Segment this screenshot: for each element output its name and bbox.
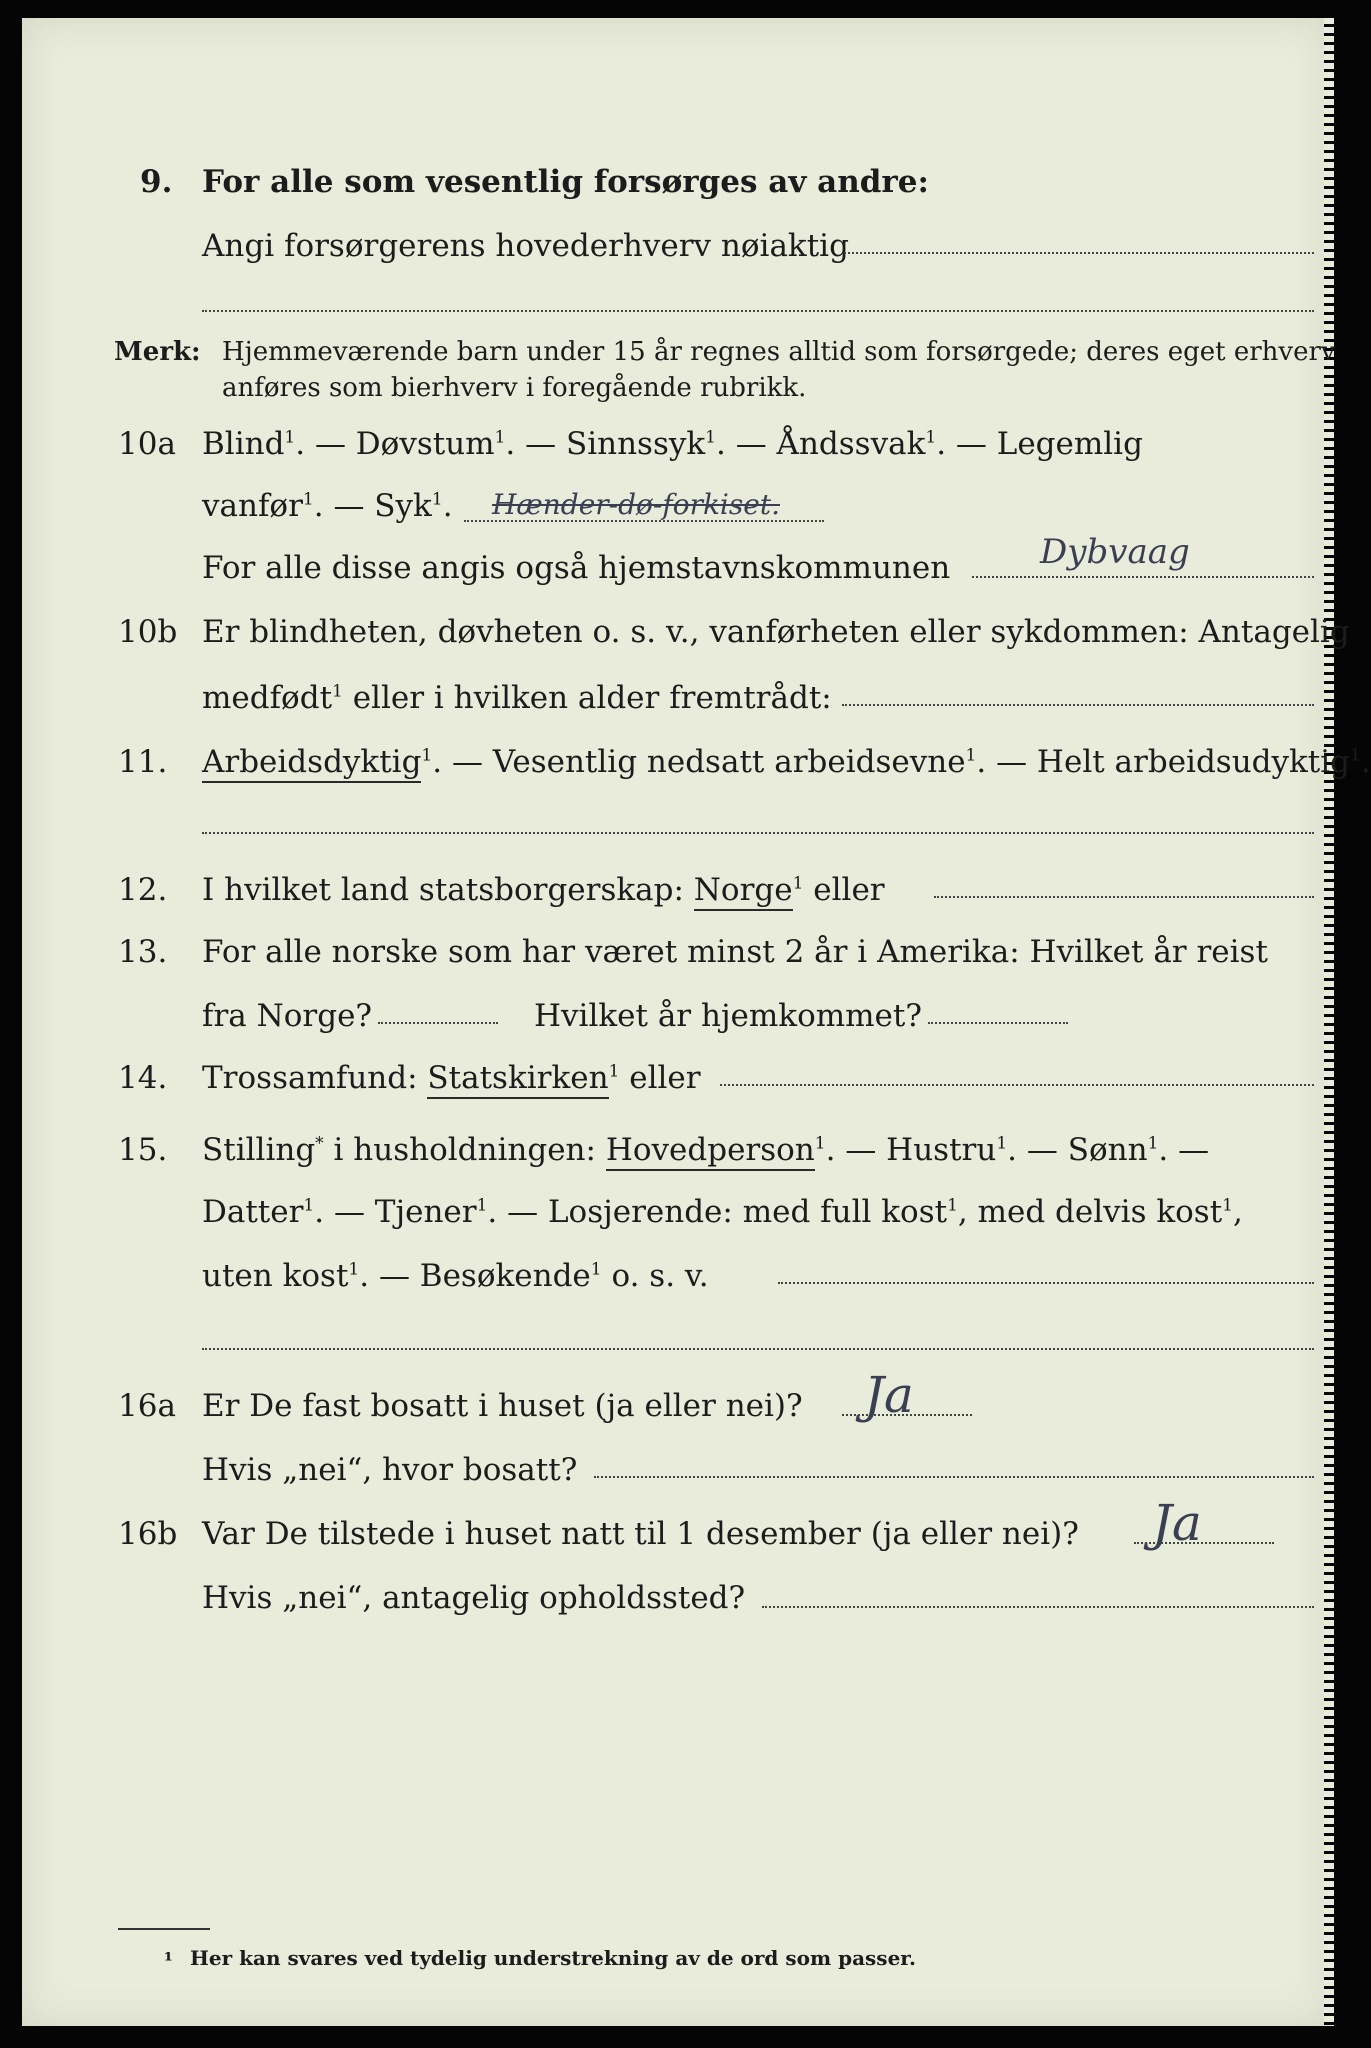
q15-line1: Stilling* i husholdningen: Hovedperson$^1$. — Hustru$^1$. — Sønn$^1$. — xyxy=(202,1130,1209,1170)
hjemkommet-year-field[interactable] xyxy=(928,1020,1068,1024)
q9-answer-field[interactable] xyxy=(844,250,1314,254)
merk-line2: anføres som bierhverv i foregående rubrikk. xyxy=(222,373,807,403)
q13-line1: For alle norske som har været minst 2 år i Amerika: Hvilket år reist xyxy=(202,934,1268,970)
q16a-number: 16a xyxy=(118,1388,176,1424)
uten-kost-option[interactable]: uten kost xyxy=(202,1258,349,1294)
q15-answer-field-2[interactable] xyxy=(202,1346,1314,1350)
q12-number: 12. xyxy=(118,872,168,908)
form-page xyxy=(22,18,1371,2026)
footnote-rule xyxy=(118,1928,210,1930)
q10b-answer-field[interactable] xyxy=(842,702,1314,706)
q10a-line1: Blind$^1$. — Døvstum$^1$. — Sinnssyk$^1$. — Åndssvak$^1$. — Legemlig xyxy=(202,426,1143,462)
q11-line: Arbeidsdyktig$^1$. — Vesentlig nedsatt arbeidsevne$^1$. — Helt arbeidsudyktig$^1$. xyxy=(202,742,1371,782)
medfodt-option[interactable]: medfødt xyxy=(202,680,333,716)
q16a-line2: Hvis „nei“, hvor bosatt? xyxy=(202,1452,578,1488)
sinnssyk-option[interactable]: . — Sinnssyk xyxy=(505,426,706,462)
q15-answer-field[interactable] xyxy=(778,1280,1314,1284)
datter-option[interactable]: Datter xyxy=(202,1194,304,1230)
hovedperson-option[interactable]: Hovedperson xyxy=(606,1132,815,1171)
andssvak-option[interactable]: . — Åndssvak xyxy=(716,426,926,462)
q14-answer-field[interactable] xyxy=(720,1082,1314,1086)
norge-option[interactable]: Norge xyxy=(694,872,793,911)
q15-number: 15. xyxy=(118,1132,168,1168)
q16a-handwriting: Ja xyxy=(864,1366,914,1424)
reist-year-field[interactable] xyxy=(378,1020,498,1024)
q12-answer-field[interactable] xyxy=(934,894,1314,898)
opholdssted-answer-field[interactable] xyxy=(762,1604,1314,1608)
full-kost-option[interactable]: . — Losjerende: med full kost xyxy=(487,1194,948,1230)
q16b-number: 16b xyxy=(118,1516,178,1552)
kommune-handwriting: Dybvaag xyxy=(1040,532,1190,572)
q13-number: 13. xyxy=(118,934,168,970)
q15-line3: uten kost$^1$. — Besøkende$^1$ o. s. v. xyxy=(202,1258,709,1294)
q14-line: Trossamfund: Statskirken$^1$ eller xyxy=(202,1058,701,1098)
q14-number: 14. xyxy=(118,1060,168,1096)
q10a-line3: For alle disse angis også hjemstavnskommunen xyxy=(202,550,951,586)
udyktig-option[interactable]: . — Helt arbeidsudyktig xyxy=(976,744,1351,780)
footnote-text: Her kan svares ved tydelig understrekning av de ord som passer. xyxy=(190,1946,916,1970)
q9-line1: For alle som vesentlig forsørges av andre: xyxy=(202,164,929,200)
q9-answer-field-2[interactable] xyxy=(202,308,1314,312)
q13-line2a: fra Norge? xyxy=(202,998,373,1034)
q16a-line1: Er De fast bosatt i huset (ja eller nei)? xyxy=(202,1388,803,1424)
q9-number: 9. xyxy=(140,164,173,200)
q16b-handwriting: Ja xyxy=(1152,1494,1202,1552)
legemlig-option[interactable]: . — Legemlig xyxy=(936,426,1143,462)
besokende-option[interactable]: . — Besøkende xyxy=(359,1258,591,1294)
q15-line2: Datter$^1$. — Tjener$^1$. — Losjerende: med full kost$^1$, med delvis kost$^1$, xyxy=(202,1194,1243,1230)
q10b-line1: Er blindheten, døvheten o. s. v., vanførheten eller sykdommen: Antagelig xyxy=(202,614,1350,650)
hustru-option[interactable]: . — Hustru xyxy=(825,1132,997,1168)
q16b-line1: Var De tilstede i huset natt til 1 desember (ja eller nei)? xyxy=(202,1516,1079,1552)
q10a-number: 10a xyxy=(118,426,176,462)
sonn-option[interactable]: . — Sønn xyxy=(1007,1132,1148,1168)
q13-line2b: Hvilket år hjemkommet? xyxy=(534,998,922,1034)
dovstum-option[interactable]: . — Døvstum xyxy=(295,426,495,462)
q11-answer-field[interactable] xyxy=(202,830,1314,834)
q10b-line2: medfødt$^1$ eller i hvilken alder fremtrådt: xyxy=(202,680,832,716)
nedsatt-option[interactable]: . — Vesentlig nedsatt arbeidsevne xyxy=(432,744,966,780)
merk-label: Merk: xyxy=(114,337,201,367)
delvis-kost-option[interactable]: , med delvis kost xyxy=(957,1194,1223,1230)
perforated-edge xyxy=(1324,18,1334,2026)
q10a-line2: vanfør$^1$. — Syk$^1$. xyxy=(202,488,453,524)
q11-number: 11. xyxy=(118,744,168,780)
blind-option[interactable]: Blind xyxy=(202,426,285,462)
syk-option[interactable]: . — Syk xyxy=(313,488,432,524)
arbeidsdyktig-option[interactable]: Arbeidsdyktig xyxy=(202,744,421,783)
q10b-number: 10b xyxy=(118,614,178,650)
q16b-line2: Hvis „nei“, antagelig opholdssted? xyxy=(202,1580,746,1616)
q12-line: I hvilket land statsborgerskap: Norge$^1$ eller xyxy=(202,870,885,910)
syk-handwriting: Hænder-dø-forkiset. xyxy=(492,488,780,521)
statskirken-option[interactable]: Statskirken xyxy=(427,1060,608,1099)
q9-line2: Angi forsørgerens hovederhverv nøiaktig xyxy=(202,228,849,264)
vanfor-option[interactable]: vanfør xyxy=(202,488,303,524)
tjener-option[interactable]: . — Tjener xyxy=(314,1194,477,1230)
merk-line1: Hjemmeværende barn under 15 år regnes alltid som forsørgede; deres eget erhverv xyxy=(222,337,1336,367)
bosatt-answer-field[interactable] xyxy=(594,1474,1314,1478)
kommune-answer-field[interactable] xyxy=(972,574,1314,578)
footnote-mark: ¹ xyxy=(164,1948,173,1972)
